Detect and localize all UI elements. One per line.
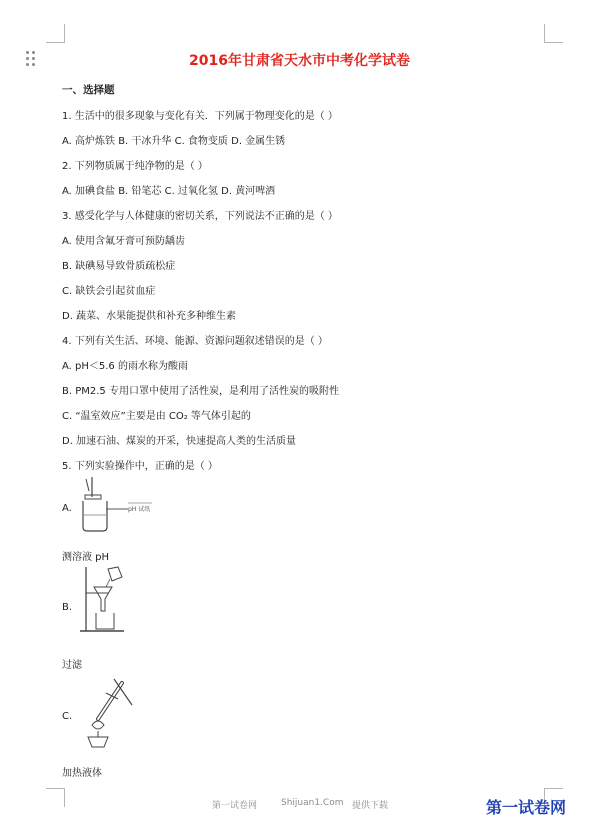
figure-b-label: B.: [62, 602, 73, 613]
question-3-option-b: B. 缺碘易导致骨质疏松症: [62, 261, 176, 272]
heating-liquid-apparatus-icon: [78, 675, 140, 753]
footer-center-text: Shijuan1.Com: [281, 798, 344, 808]
question-4-option-a: A. pH＜5.6 的雨水称为酸雨: [62, 361, 188, 372]
section-heading: 一、选择题: [62, 84, 115, 96]
figure-a-label: A.: [62, 503, 72, 514]
question-3: 3. 感受化学与人体健康的密切关系，下列说法不正确的是（ ）: [62, 211, 338, 222]
crop-mark-bottom-left: [46, 788, 65, 807]
question-4: 4. 下列有关生活、环境、能源、资源问题叙述错误的是（ ）: [62, 336, 328, 347]
figure-b-caption: 过滤: [62, 660, 82, 671]
question-3-option-d: D. 蔬菜、水果能提供和补充多种维生素: [62, 311, 237, 322]
question-1: 1. 生活中的很多现象与变化有关．下列属于物理变化的是（ ）: [62, 111, 338, 122]
filtration-apparatus-icon: [76, 565, 132, 635]
question-5: 5. 下列实验操作中，正确的是（ ）: [62, 461, 218, 472]
footer-right-text: 提供下载: [352, 801, 389, 811]
figure-a-caption: 测溶液 pH: [62, 552, 110, 563]
question-3-option-a: A. 使用含氟牙膏可预防龋齿: [62, 236, 186, 247]
question-4-option-c: C. “温室效应”主要是由 CO₂ 等气体引起的: [62, 411, 251, 422]
question-4-option-d: D. 加速石油、煤炭的开采，快速提高人类的生活质量: [62, 436, 297, 447]
question-1-options: A. 高炉炼铁 B. 干冰升华 C. 食物变质 D. 金属生锈: [62, 136, 286, 147]
crop-mark-top-right: [544, 24, 563, 43]
ph-test-apparatus-icon: [76, 475, 156, 537]
footer-left-text: 第一试卷网: [212, 801, 258, 811]
ph-paper-label: pH 试纸: [128, 506, 151, 513]
question-3-option-c: C. 缺铁会引起贫血症: [62, 286, 156, 297]
question-2: 2. 下列物质属于纯净物的是（ ）: [62, 161, 208, 172]
page-title: 2016年甘肃省天水市中考化学试卷: [189, 53, 410, 69]
question-4-option-b: B. PM2.5 专用口罩中使用了活性炭，是利用了活性炭的吸附性: [62, 386, 339, 397]
brand-logo-text: 第一试卷网: [486, 798, 567, 817]
figure-c-label: C.: [62, 711, 73, 722]
figure-c-caption: 加热液体: [62, 768, 102, 779]
question-2-options: A. 加碘食盐 B. 铅笔芯 C. 过氧化氢 D. 黄河啤酒: [62, 186, 276, 197]
crop-mark-top-left: [46, 24, 65, 43]
